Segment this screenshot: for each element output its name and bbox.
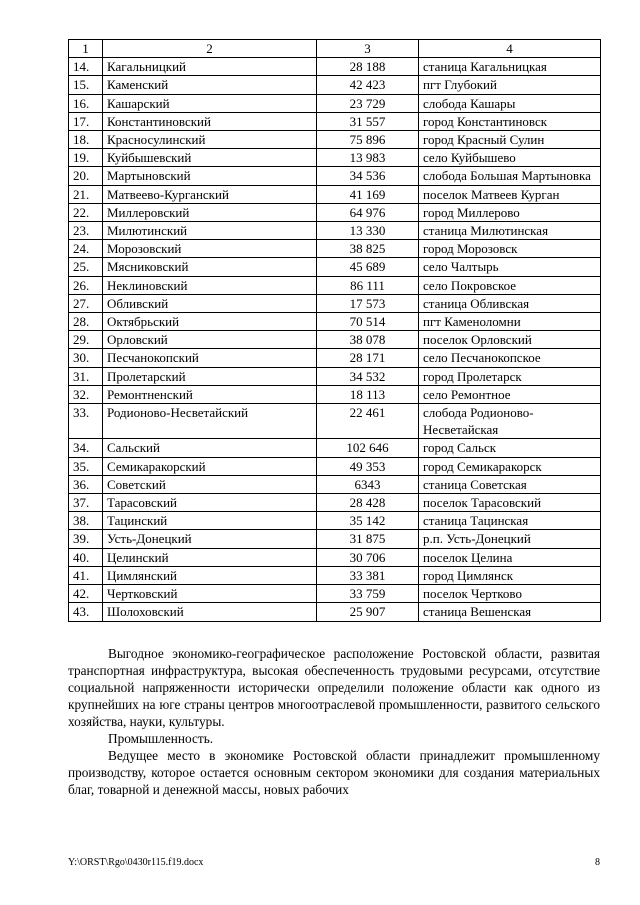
district-name: Советский	[103, 475, 317, 493]
table-row	[69, 494, 601, 512]
footer-file-path: Y:\ORST\Rgo\0430r115.f19.docx	[68, 857, 204, 868]
admin-center: город Семикаракорск	[419, 457, 601, 475]
row-number: 33.	[69, 404, 103, 439]
table-header-row	[69, 40, 601, 58]
row-number: 42.	[69, 585, 103, 603]
district-name: Мартыновский	[103, 167, 317, 185]
population: 38 825	[317, 240, 419, 258]
table-row	[69, 76, 601, 94]
district-name: Пролетарский	[103, 367, 317, 385]
body-text	[68, 645, 600, 798]
district-name: Куйбышевский	[103, 149, 317, 167]
table-row	[69, 112, 601, 130]
header-col-4: 4	[419, 40, 601, 58]
table-row	[69, 603, 601, 621]
population: 28 188	[317, 58, 419, 76]
district-name: Матвеево-Курганский	[103, 185, 317, 203]
district-name: Кашарский	[103, 94, 317, 112]
table-row	[69, 585, 601, 603]
admin-center: слобода Большая Мартыновка	[419, 167, 601, 185]
row-number: 43.	[69, 603, 103, 621]
district-name: Песчанокопский	[103, 349, 317, 367]
population: 28 428	[317, 494, 419, 512]
admin-center: станица Милютинская	[419, 222, 601, 240]
admin-center: станица Кагальницкая	[419, 58, 601, 76]
district-name: Миллеровский	[103, 203, 317, 221]
population: 17 573	[317, 294, 419, 312]
row-number: 16.	[69, 94, 103, 112]
population: 31 875	[317, 530, 419, 548]
admin-center: поселок Целина	[419, 548, 601, 566]
table-row	[69, 222, 601, 240]
population: 25 907	[317, 603, 419, 621]
table-row	[69, 131, 601, 149]
population: 6343	[317, 475, 419, 493]
population: 86 111	[317, 276, 419, 294]
district-name: Мясниковский	[103, 258, 317, 276]
admin-center: село Куйбышево	[419, 149, 601, 167]
row-number: 17.	[69, 112, 103, 130]
table-row	[69, 94, 601, 112]
population: 41 169	[317, 185, 419, 203]
paragraph: Ведущее место в экономике Ростовской области принадлежит промышленному производству, которое остается основным сектором экономики для создания материальных благ, товарной и денежной массы, новых рабочих	[68, 748, 600, 797]
table-row	[69, 367, 601, 385]
header-col-3: 3	[317, 40, 419, 58]
table-row	[69, 313, 601, 331]
admin-center: пгт Каменоломни	[419, 313, 601, 331]
table-row	[69, 203, 601, 221]
row-number: 22.	[69, 203, 103, 221]
row-number: 38.	[69, 512, 103, 530]
admin-center: город Красный Сулин	[419, 131, 601, 149]
district-name: Чертковский	[103, 585, 317, 603]
district-name: Милютинский	[103, 222, 317, 240]
table-row	[69, 566, 601, 584]
row-number: 36.	[69, 475, 103, 493]
population: 42 423	[317, 76, 419, 94]
admin-center: город Сальск	[419, 439, 601, 457]
district-name: Обливский	[103, 294, 317, 312]
row-number: 34.	[69, 439, 103, 457]
population: 18 113	[317, 385, 419, 403]
page-number: 8	[595, 857, 600, 868]
population: 35 142	[317, 512, 419, 530]
row-number: 29.	[69, 331, 103, 349]
admin-center: село Песчанокопское	[419, 349, 601, 367]
district-name: Ремонтненский	[103, 385, 317, 403]
admin-center: пгт Глубокий	[419, 76, 601, 94]
admin-center: город Пролетарск	[419, 367, 601, 385]
row-number: 26.	[69, 276, 103, 294]
population: 23 729	[317, 94, 419, 112]
district-name: Родионово-Несветайский	[103, 404, 317, 439]
row-number: 15.	[69, 76, 103, 94]
admin-center: р.п. Усть-Донецкий	[419, 530, 601, 548]
table-row	[69, 548, 601, 566]
districts-table	[68, 39, 601, 622]
admin-center: слобода Кашары	[419, 94, 601, 112]
population: 70 514	[317, 313, 419, 331]
district-name: Кагальницкий	[103, 58, 317, 76]
table-row	[69, 185, 601, 203]
district-name: Цимлянский	[103, 566, 317, 584]
population: 30 706	[317, 548, 419, 566]
row-number: 20.	[69, 167, 103, 185]
district-name: Октябрьский	[103, 313, 317, 331]
table-body	[69, 58, 601, 621]
district-name: Шолоховский	[103, 603, 317, 621]
table-row	[69, 276, 601, 294]
population: 31 557	[317, 112, 419, 130]
admin-center: село Покровское	[419, 276, 601, 294]
row-number: 18.	[69, 131, 103, 149]
row-number: 27.	[69, 294, 103, 312]
admin-center: город Константиновск	[419, 112, 601, 130]
population: 64 976	[317, 203, 419, 221]
district-name: Тацинский	[103, 512, 317, 530]
population: 34 536	[317, 167, 419, 185]
admin-center: город Цимлянск	[419, 566, 601, 584]
population: 33 759	[317, 585, 419, 603]
admin-center: село Ремонтное	[419, 385, 601, 403]
row-number: 23.	[69, 222, 103, 240]
district-name: Семикаракорский	[103, 457, 317, 475]
row-number: 19.	[69, 149, 103, 167]
row-number: 31.	[69, 367, 103, 385]
admin-center: поселок Чертково	[419, 585, 601, 603]
table-row	[69, 512, 601, 530]
table-row	[69, 439, 601, 457]
admin-center: поселок Орловский	[419, 331, 601, 349]
district-name: Усть-Донецкий	[103, 530, 317, 548]
row-number: 32.	[69, 385, 103, 403]
district-name: Неклиновский	[103, 276, 317, 294]
table-row	[69, 167, 601, 185]
table-row	[69, 530, 601, 548]
population: 102 646	[317, 439, 419, 457]
table-row	[69, 58, 601, 76]
admin-center: станица Тацинская	[419, 512, 601, 530]
district-name: Тарасовский	[103, 494, 317, 512]
table-row	[69, 349, 601, 367]
table-row	[69, 149, 601, 167]
population: 45 689	[317, 258, 419, 276]
row-number: 39.	[69, 530, 103, 548]
table-row	[69, 331, 601, 349]
admin-center: поселок Матвеев Курган	[419, 185, 601, 203]
row-number: 30.	[69, 349, 103, 367]
admin-center: станица Советская	[419, 475, 601, 493]
district-name: Красносулинский	[103, 131, 317, 149]
header-col-2: 2	[103, 40, 317, 58]
table-row	[69, 457, 601, 475]
row-number: 37.	[69, 494, 103, 512]
admin-center: станица Вешенская	[419, 603, 601, 621]
row-number: 25.	[69, 258, 103, 276]
table-row	[69, 240, 601, 258]
admin-center: слобода Родионово-Несветайская	[419, 404, 601, 439]
population: 22 461	[317, 404, 419, 439]
row-number: 35.	[69, 457, 103, 475]
row-number: 14.	[69, 58, 103, 76]
admin-center: село Чалтырь	[419, 258, 601, 276]
district-name: Константиновский	[103, 112, 317, 130]
row-number: 28.	[69, 313, 103, 331]
district-name: Каменский	[103, 76, 317, 94]
admin-center: поселок Тарасовский	[419, 494, 601, 512]
population: 49 353	[317, 457, 419, 475]
population: 33 381	[317, 566, 419, 584]
paragraph: Выгодное экономико-географическое расположение Ростовской области, развитая транспортная инфраструктура, высокая обеспеченность трудовыми ресурсами, отсутствие социальной напряженности исторически определили положение области как одного из крупнейших на юге страны центров многоотраслевой промышленности, развитого сельского хозяйства, науки, культуры.	[68, 646, 600, 729]
table-row	[69, 258, 601, 276]
population: 75 896	[317, 131, 419, 149]
population: 34 532	[317, 367, 419, 385]
population: 13 983	[317, 149, 419, 167]
section-heading: Промышленность.	[108, 731, 214, 746]
admin-center: город Морозовск	[419, 240, 601, 258]
district-name: Сальский	[103, 439, 317, 457]
admin-center: станица Обливская	[419, 294, 601, 312]
district-name: Морозовский	[103, 240, 317, 258]
header-col-1: 1	[69, 40, 103, 58]
row-number: 41.	[69, 566, 103, 584]
row-number: 24.	[69, 240, 103, 258]
district-name: Целинский	[103, 548, 317, 566]
table-row	[69, 404, 601, 439]
table-row	[69, 294, 601, 312]
row-number: 21.	[69, 185, 103, 203]
table-row	[69, 385, 601, 403]
district-name: Орловский	[103, 331, 317, 349]
admin-center: город Миллерово	[419, 203, 601, 221]
population: 38 078	[317, 331, 419, 349]
population: 13 330	[317, 222, 419, 240]
table-row	[69, 475, 601, 493]
row-number: 40.	[69, 548, 103, 566]
population: 28 171	[317, 349, 419, 367]
